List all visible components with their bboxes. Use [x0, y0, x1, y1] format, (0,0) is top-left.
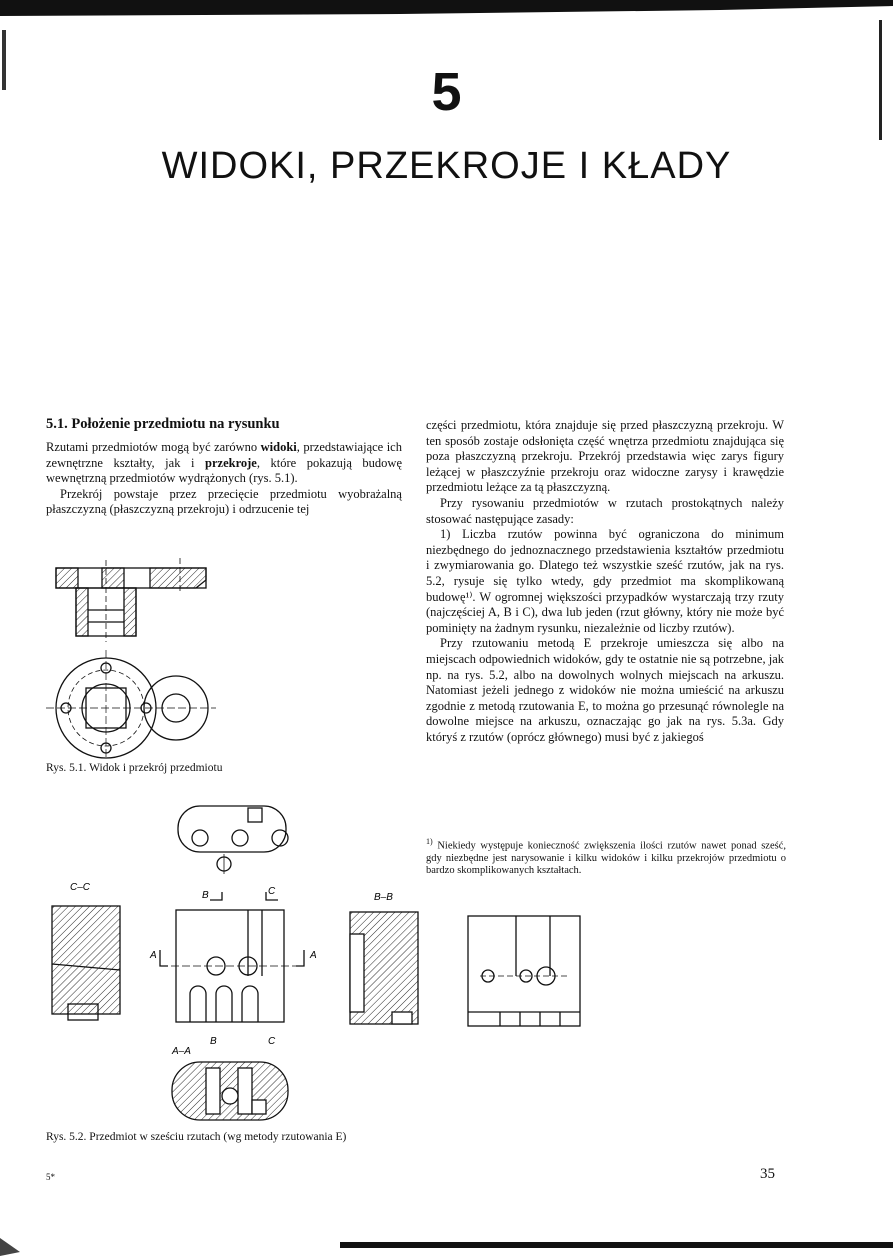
chapter-number: 5 — [431, 62, 462, 122]
paragraph — [46, 440, 402, 487]
scan-top-border — [0, 0, 893, 18]
cut-mark-b: B — [202, 890, 209, 901]
section-view-bb — [350, 912, 418, 1024]
footnote-mark: 1) — [426, 837, 433, 846]
paragraph: Przekrój powstaje przez przecięcie przedmiotu wyobrażalną płaszczyzną (płaszczyzną przekroju) i odrzucenie tej — [46, 486, 402, 517]
rear-view — [468, 916, 580, 1026]
text-run: , które pokazują budowę wewnętrzną przedmiotów wydrążonych (rys. 5.1). — [46, 455, 402, 486]
printer-signature: 5* — [46, 1172, 55, 1182]
bold-term: przekroje — [205, 455, 257, 470]
paragraph: 1) Liczba rzutów powinna być ograniczona do minimum niezbędnego do jednoznacznego przedstawienia kształtów przedmiotu i zwymiarowania go. Dlatego też wszystkie sześć rzutów, jak na rys. 5.2, rysuje się tylko wtedy, gdy przedmiot ma skomplikowaną budowę¹⁾. W ogromnej większości przypadków wystarczają trzy rzuty (najczęściej A, B i C), dwa lub jeden (rzut główny, który nie może być pominięty na żadnym rysunku, niezależnie od liczby rzutów). — [426, 527, 784, 635]
section-view — [56, 558, 206, 642]
figure-5-2 — [40, 800, 600, 1130]
footnote-text: Niekiedy występuje konieczność zwiększenia ilości rzutów nawet ponad sześć, gdy niezbędne jest narysowanie i kilku widoków i kilku przekrojów przedmiotu o bardzo skomplikowanych kształtach. — [426, 840, 787, 877]
chapter-title: WIDOKI, PRZEKROJE I KŁADY — [161, 145, 732, 187]
cut-mark-a-right: A — [310, 950, 317, 961]
figure-5-1 — [40, 550, 240, 760]
section-label-cc: C–C — [70, 882, 91, 893]
left-column — [46, 440, 402, 518]
section-heading: 5.1. Położenie przedmiotu na rysunku — [46, 416, 280, 432]
view-from-above — [178, 806, 288, 874]
section-label-aa: A–A — [172, 1046, 191, 1057]
cut-marks-a — [160, 950, 304, 966]
paragraph: Przy rysowaniu przedmiotów w rzutach prostokątnych należy stosować następujące zasady: — [426, 495, 784, 526]
section-view-cc — [52, 906, 120, 1020]
bold-term: widoki — [260, 440, 297, 454]
cut-mark-c-bottom: C — [268, 1036, 276, 1047]
paragraph: części przedmiotu, która znajduje się przed płaszczyzną przekroju. W ten sposób zostaje odsłonięta część wnętrza przedmiotu znajdująca się poza płaszczyzną przekroju. Przekrój przedstawia więc zarys figury leżącej w płaszczyźnie przekroju oraz widoczne zarysy i krawędzie przedmiotu leżące za tą płaszczyzną. — [426, 418, 784, 495]
cut-mark-b-bottom: B — [210, 1036, 217, 1047]
text-run: , przedstawiające ich zewnętrzne kształty, jak i — [46, 440, 402, 470]
cut-mark-c: C — [268, 886, 276, 897]
section-view-aa — [172, 1062, 288, 1120]
figure-5-2-caption: Rys. 5.2. Przedmiot w sześciu rzutach (wg metody rzutowania E) — [46, 1131, 347, 1143]
page-number: 35 — [760, 1166, 775, 1182]
cut-mark-a-left: A — [150, 950, 157, 961]
top-view — [46, 650, 216, 760]
section-label-bb: B–B — [374, 892, 393, 903]
front-view — [160, 892, 300, 1022]
figure-5-1-caption: Rys. 5.1. Widok i przekrój przedmiotu — [46, 762, 223, 774]
paragraph: Przy rzutowaniu metodą E przekroje umieszcza się albo na miejscach odpowiednich widoków, gdy te ostatnie nie są potrzebne, jak np. na rys. 5.2, albo na dowolnych wolnych miejscach na arkuszu. Natomiast jeżeli jednego z widoków nie można umieścić na arkuszu zgodnie z metodą rzutowania E, to można go przesunąć równolegle na dowolne miejsce na arkuszu, oznaczając go jak na rys. 5.3a. Gdy któryś z rzutów (oprócz głównego) musi być z jakiegoś — [426, 636, 784, 744]
scan-bottom-left-corner — [0, 1228, 30, 1256]
scan-bottom-edge — [340, 1240, 893, 1256]
text-run: Rzutami przedmiotów mogą być zarówno — [46, 440, 261, 454]
right-column — [426, 418, 784, 745]
